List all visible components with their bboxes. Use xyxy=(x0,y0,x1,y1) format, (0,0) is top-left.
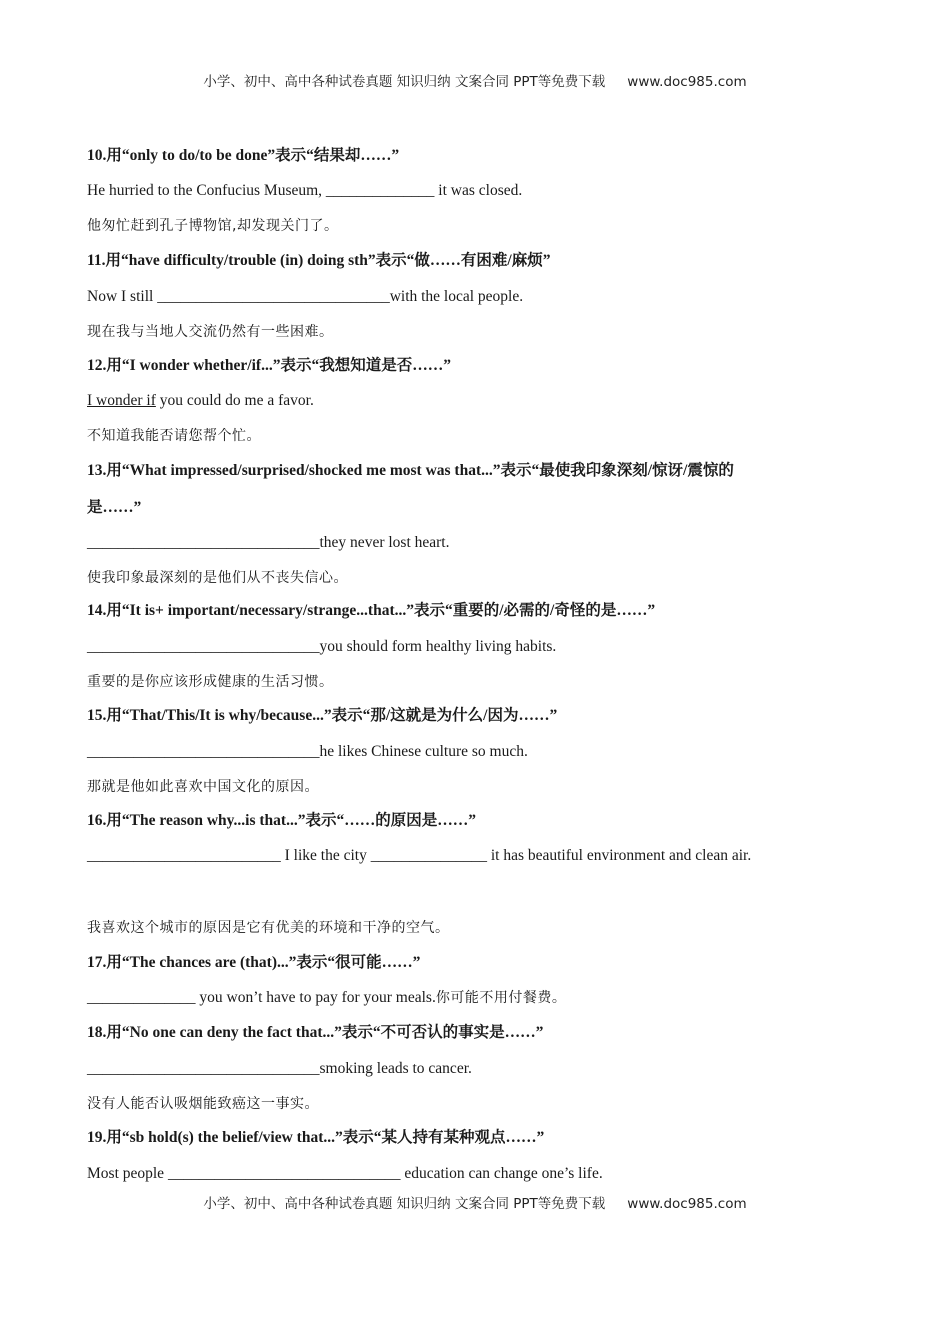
item-15-translation: 那就是他如此喜欢中国文化的原因。 xyxy=(87,779,319,795)
header-url[interactable]: www.doc985.com xyxy=(627,74,747,90)
item-18-translation: 没有人能否认吸烟能致癌这一事实。 xyxy=(87,1096,319,1112)
answer-blank[interactable]: ______________________________ xyxy=(87,1060,320,1077)
sentence-text: you could do me a favor. xyxy=(155,392,314,409)
sentence-text: it was closed. xyxy=(434,182,523,199)
footer-text: 小学、初中、高中各种试卷真题 知识归纳 文案合同 PPT等免费下载 xyxy=(203,1196,606,1212)
sentence-text: they never lost heart. xyxy=(319,534,450,551)
answer-blank[interactable]: ______________ xyxy=(325,182,435,199)
item-13-sentence xyxy=(87,533,449,553)
item-15-sentence xyxy=(87,742,528,762)
sentence-text: smoking leads to cancer. xyxy=(319,1060,472,1077)
item-11-title: 11.用“have difficulty/trouble (in) doing sth”表示“做……有困难/麻烦” xyxy=(87,252,551,269)
item-14-translation: 重要的是你应该形成健康的生活习惯。 xyxy=(87,674,334,690)
item-11-sentence xyxy=(87,287,523,307)
item-10-sentence xyxy=(87,181,522,201)
answer-blank[interactable]: ______________ xyxy=(87,989,196,1006)
header-text: 小学、初中、高中各种试卷真题 知识归纳 文案合同 PPT等免费下载 xyxy=(203,74,606,90)
sentence-text: I like the city xyxy=(280,847,371,864)
item-17-sentence xyxy=(87,988,566,1008)
sentence-text: with the local people. xyxy=(389,288,524,305)
sentence-text: you won’t have to pay for your meals. xyxy=(195,989,436,1006)
answer-blank[interactable]: ______________________________ xyxy=(167,1165,401,1182)
item-10-translation: 他匆忙赶到孔子博物馆,却发现关门了。 xyxy=(87,218,339,234)
sentence-text: He hurried to the Confucius Museum, xyxy=(87,182,326,199)
item-13-translation: 使我印象最深刻的是他们从不丧失信心。 xyxy=(87,570,348,586)
item-18-title: 18.用“No one can deny the fact that...”表示“不可否认的事实是……” xyxy=(87,1024,544,1041)
item-16-title: 16.用“The reason why...is that...”表示“……的原因是……” xyxy=(87,812,476,829)
sentence-text: education can change one’s life. xyxy=(400,1165,603,1182)
answer-blank[interactable]: _______________ xyxy=(370,847,487,864)
answer-blank[interactable]: ______________________________ xyxy=(157,288,390,305)
item-12-translation: 不知道我能否请您帮个忙。 xyxy=(87,428,261,444)
page-footer xyxy=(0,1192,950,1212)
item-17-title: 17.用“The chances are (that)...”表示“很可能……” xyxy=(87,954,421,971)
item-13-title-cont: 是……” xyxy=(87,499,142,516)
sentence-text: he likes Chinese culture so much. xyxy=(319,743,528,760)
item-16-sentence xyxy=(87,846,751,866)
footer-url[interactable]: www.doc985.com xyxy=(627,1196,747,1212)
sentence-text: you should form healthy living habits. xyxy=(319,638,557,655)
item-14-sentence xyxy=(87,637,556,657)
item-13-title: 13.用“What impressed/surprised/shocked me most was that...”表示“最使我印象深刻/惊讶/震惊的 xyxy=(87,462,734,479)
sentence-text: it has beautiful environment and clean air. xyxy=(486,847,752,864)
item-12-sentence xyxy=(87,391,314,411)
item-19-title: 19.用“sb hold(s) the belief/view that...”表示“某人持有某种观点……” xyxy=(87,1129,545,1146)
answer-blank[interactable]: ______________________________ xyxy=(87,638,320,655)
item-14-title: 14.用“It is+ important/necessary/strange...that...”表示“重要的/必需的/奇怪的是……” xyxy=(87,602,656,619)
item-11-translation: 现在我与当地人交流仍然有一些困难。 xyxy=(87,324,334,340)
sentence-text: Now I still xyxy=(87,288,158,305)
underlined-phrase: I wonder if xyxy=(87,392,156,409)
answer-blank[interactable]: _________________________ xyxy=(87,847,281,864)
item-18-sentence xyxy=(87,1059,472,1079)
answer-blank[interactable]: ______________________________ xyxy=(87,743,320,760)
answer-blank[interactable]: ______________________________ xyxy=(87,534,320,551)
sentence-text: Most people xyxy=(87,1165,168,1182)
page-header xyxy=(0,70,950,90)
item-10-title: 10.用“only to do/to be done”表示“结果却……” xyxy=(87,147,400,164)
item-15-title: 15.用“That/This/It is why/because...”表示“那/这就是为什么/因为……” xyxy=(87,707,558,724)
item-19-sentence xyxy=(87,1164,603,1184)
item-12-title: 12.用“I wonder whether/if...”表示“我想知道是否……” xyxy=(87,357,451,374)
item-16-translation: 我喜欢这个城市的原因是它有优美的环境和干净的空气。 xyxy=(87,920,450,936)
item-17-translation: 你可能不用付餐费。 xyxy=(435,990,567,1006)
